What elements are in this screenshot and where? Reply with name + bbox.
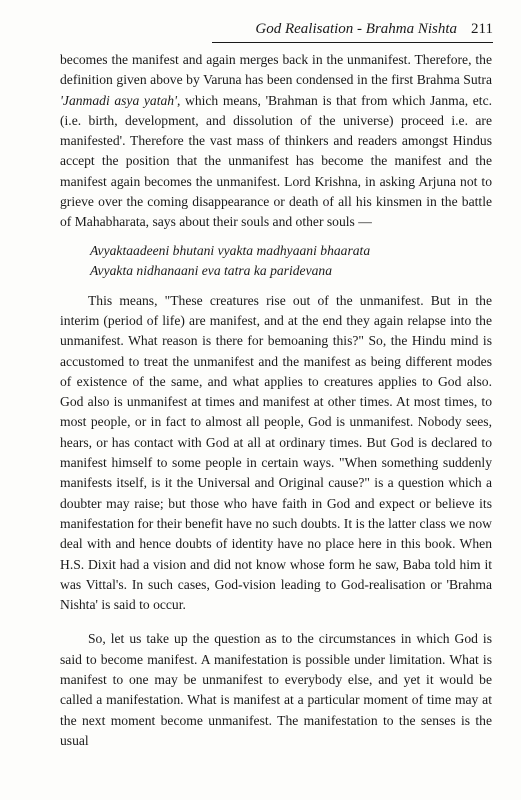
running-title: God Realisation - Brahma Nishta [255,21,458,37]
body-text [60,50,492,751]
running-header [60,18,493,40]
page-number: 211 [471,21,493,37]
verse-line-2: Avyakta nidhanaani eva tatra ka paridevana [90,262,332,278]
header-rule [212,42,493,43]
paragraph-3: So, let us take up the question as to the circumstances in which God is said to become manifest. A manifestation is possible under limitation. What is manifest to one may be unmanifest to everybody else, and yet it would be called a manifestation. What is manifest at a particular moment of time may at the next moment become unmanifest. The manifestation to the senses is the usual [60,631,492,748]
verse-quote [60,241,492,281]
sutra-term: 'Janmadi asya yatah' [60,92,177,108]
paragraph-2: This means, "These creatures rise out of the unmanifest. But in the interim (period of life) are manifest, and at the end they again relapse into the unmanifest. What reason is there for bemoaning this?" So, the Hindu mind is accustomed to treat the unmanifest and the manifest as being different modes of existence of the same, and what applies to creatures applies to God also. God also is unmanifest at times and manifest at other times. At most times, to most people, or in fact to almost all people, God is unmanifest. Nobody sees, hears, or has contact with God at all at ordinary times. But God is declared to manifest himself to some people in certain ways. "When something suddenly manifests itself, is it the Universal and Original cause?" is a question which a doubter may raise; but those who have faith in God and expect or believe its manifestation for their benefit have no such doubts. It is the latter class we now deal with and hence doubts of identity have no place here in this book. When H.S. Dixit had a vision and did not know whose form he saw, Baba told him it was Vittal's. In such cases, God-vision leading to God-realisation or 'Brahma Nishta' is said to occur. [60,292,492,613]
paragraph-continued [60,50,492,233]
paragraph-1-text-a: becomes the manifest and again merges back in the unmanifest. Therefore, the definition given above by Varuna has been condensed in the first Brahma Sutra [60,52,492,88]
paragraph-1-text-b: , which means, 'Brahman is that from which Janma, etc. (i.e. birth, development, and dissolution of the universe) proceed i.e. are manifested'. Therefore the vast mass of thinkers and readers amongst Hindus accept the position that the unmanifest has become the manifest and the manifest again becomes the unmanifest. Lord Krishna, in asking Arjuna not to grieve over the coming disappearance or death of all his kinsmen in the battle of Mahabharata, says about their souls and other souls — [60,92,493,230]
verse-line-1: Avyaktaadeeni bhutani vyakta madhyaani bhaarata [90,242,371,258]
